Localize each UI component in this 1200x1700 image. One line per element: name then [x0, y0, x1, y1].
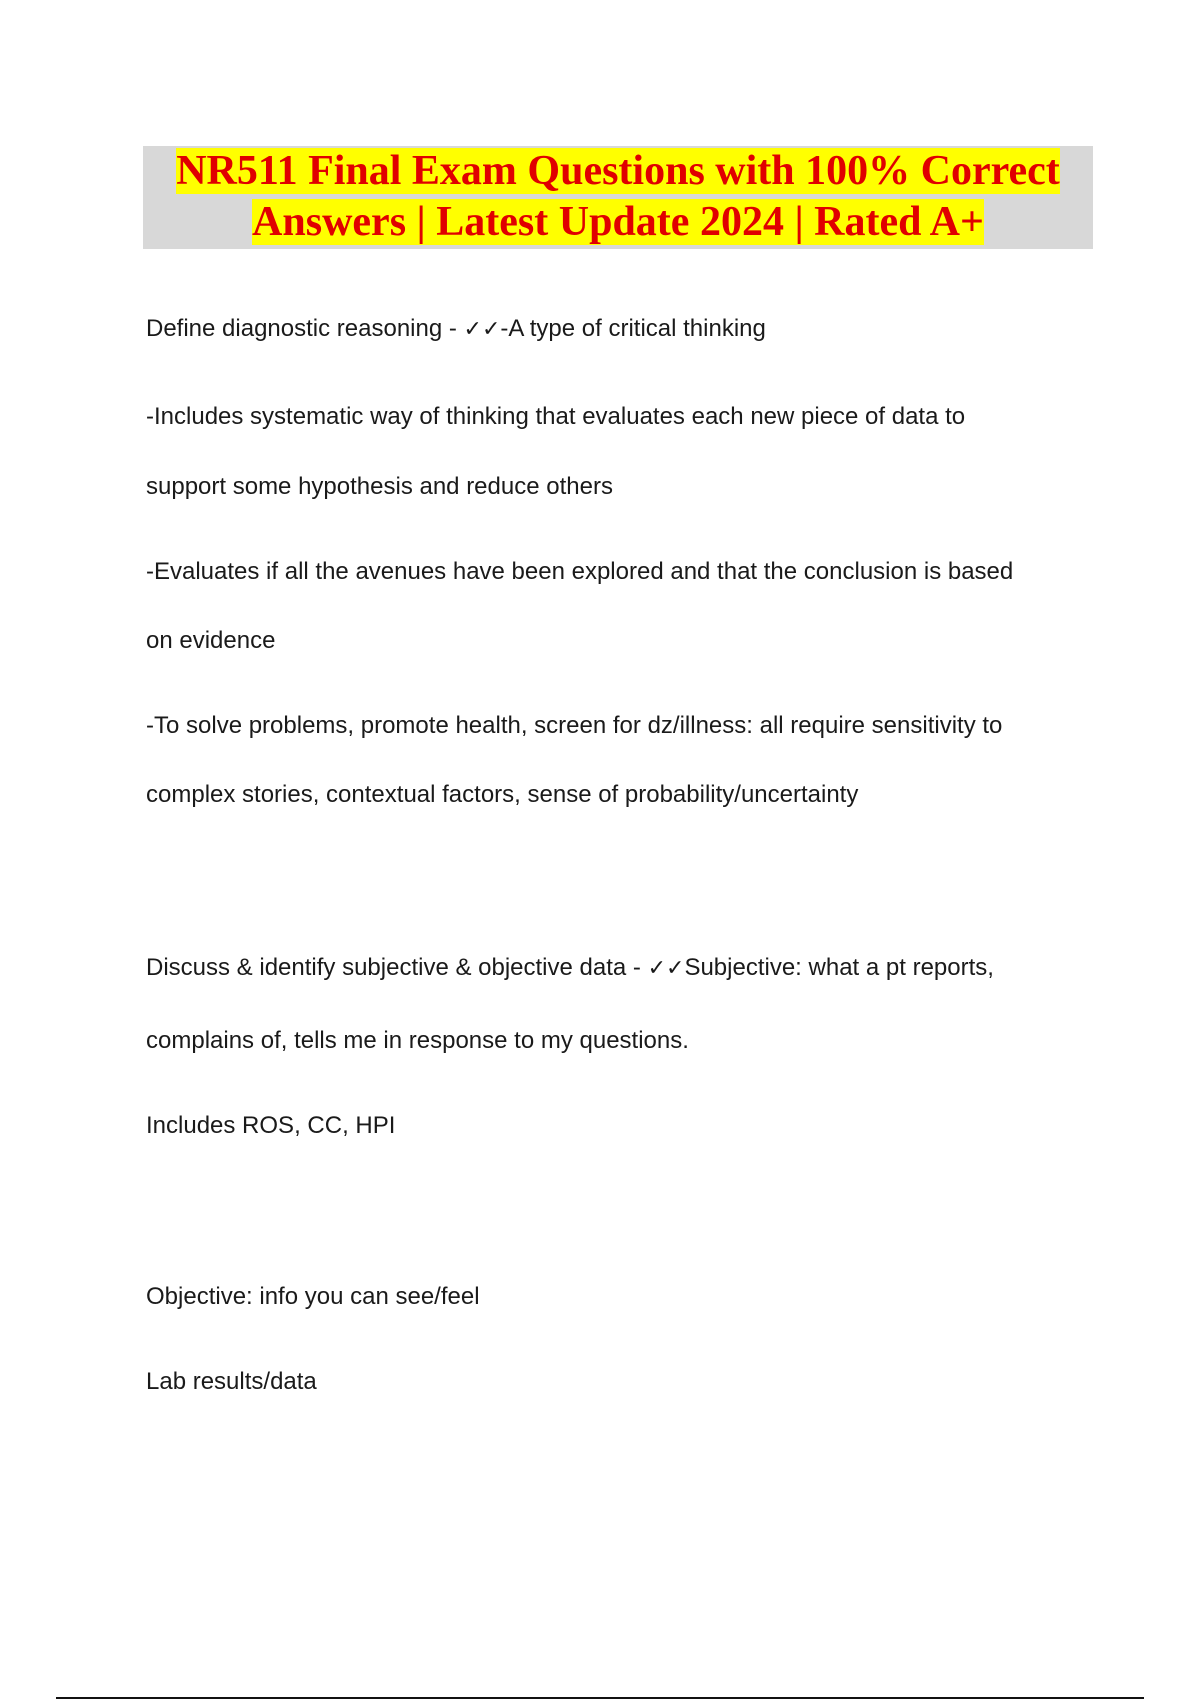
- p2-line-2: on evidence: [146, 627, 276, 654]
- page-divider: [56, 1697, 1144, 1699]
- q2-line-2: complains of, tells me in response to my questions.: [146, 1027, 689, 1054]
- q1-question: Define diagnostic reasoning -: [146, 315, 457, 342]
- q2-line-5: Lab results/data: [146, 1368, 317, 1395]
- q2-line-4: Objective: info you can see/feel: [146, 1283, 480, 1310]
- q2-answer: Subjective: what a pt reports,: [684, 954, 994, 981]
- document-title: [143, 146, 1093, 248]
- q1-line: [146, 314, 766, 345]
- q1-answer: -A type of critical thinking: [500, 315, 766, 342]
- q2-line-3: Includes ROS, CC, HPI: [146, 1112, 396, 1139]
- double-check-icon: ✓✓: [463, 317, 501, 342]
- q2-line: [146, 953, 994, 984]
- p1-line-2: support some hypothesis and reduce others: [146, 473, 613, 500]
- p3-line-2: complex stories, contextual factors, sense of probability/uncertainty: [146, 781, 859, 808]
- p2-line-1: -Evaluates if all the avenues have been explored and that the conclusion is based: [146, 558, 1014, 585]
- title-line-1: NR511 Final Exam Questions with 100% Correct: [176, 148, 1060, 194]
- p3-line-1: -To solve problems, promote health, screen for dz/illness: all require sensitivity to: [146, 712, 1003, 739]
- title-line-2: Answers | Latest Update 2024 | Rated A+: [252, 199, 984, 245]
- double-check-icon: ✓✓: [647, 956, 685, 981]
- p1-line-1: -Includes systematic way of thinking that evaluates each new piece of data to: [146, 403, 966, 430]
- q2-question: Discuss & identify subjective & objective data -: [146, 954, 641, 981]
